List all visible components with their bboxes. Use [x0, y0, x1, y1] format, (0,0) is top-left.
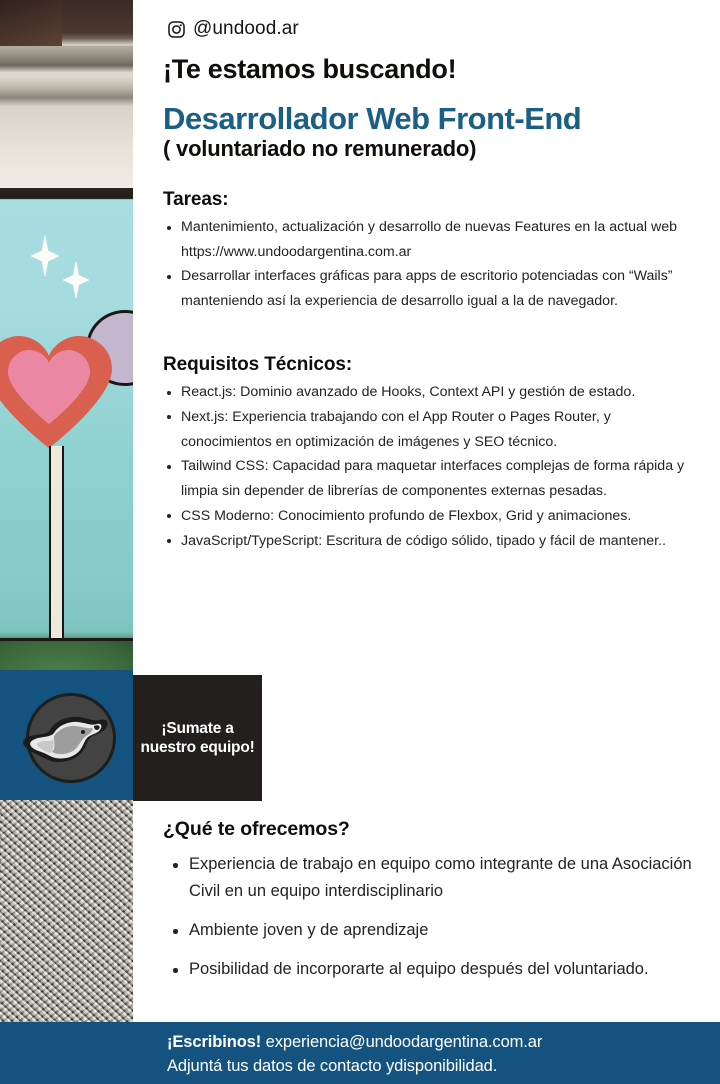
section-heading-requisitos: Requisitos Técnicos: [163, 354, 353, 375]
footer-email-line [167, 1033, 542, 1052]
footer-email[interactable]: experiencia@undoodargentina.com.ar [265, 1033, 543, 1051]
section-ofrecemos [163, 818, 708, 995]
footer-write-us-label: ¡Escribinos! [167, 1033, 262, 1051]
requisitos-list [163, 380, 703, 554]
wall-photo [0, 0, 133, 148]
heart-balloon-icon [0, 336, 112, 458]
instagram-handle-text: @undood.ar [193, 18, 299, 39]
list-item: Tailwind CSS: Capacidad para maquetar interfaces complejas de forma rápida y limpia sin depender de librerías de componentes externas pesadas. [163, 454, 703, 504]
grass-mound [0, 638, 133, 670]
kicker-heading: ¡Te estamos buscando! [163, 54, 457, 84]
balloon-stem [49, 446, 64, 646]
join-team-cta-text: ¡Sumate a nuestro equipo! [140, 720, 255, 756]
ofrecemos-list [163, 851, 708, 983]
list-item: Mantenimiento, actualización y desarrollo de nuevas Features en la actual web https://www.undoodargentina.com.ar [163, 215, 703, 264]
job-subtitle: ( voluntariado no remunerado) [163, 136, 477, 161]
wolf-head-logo-icon [26, 693, 116, 783]
content-column [133, 0, 720, 1022]
gravel-texture-photo [0, 800, 133, 1022]
list-item: Experiencia de trabajo en equipo como integrante de una Asociación Civil en un equipo interdisciplinario [163, 851, 708, 905]
contact-footer [0, 1022, 720, 1084]
list-item: Next.js: Experiencia trabajando con el App Router o Pages Router, y conocimientos en optimización de imágenes y SEO técnico. [163, 405, 703, 455]
section-heading-ofrecemos: ¿Qué te ofrecemos? [163, 818, 350, 840]
footer-attach-line: Adjuntá tus datos de contacto ydisponibilidad. [167, 1057, 498, 1075]
section-tareas [163, 189, 703, 313]
list-item: JavaScript/TypeScript: Escritura de código sólido, tipado y fácil de mantener.. [163, 529, 703, 554]
page-title: Desarrollador Web Front-End [163, 101, 582, 136]
instagram-handle-row[interactable] [167, 18, 299, 40]
graffiti-mural-photo [0, 188, 133, 670]
section-requisitos [163, 354, 703, 554]
sparkle-icon [30, 234, 60, 278]
list-item: Ambiente joven y de aprendizaje [163, 917, 708, 944]
list-item: Posibilidad de incorporarte al equipo después del voluntariado. [163, 956, 708, 983]
list-item: Desarrollar interfaces gráficas para apps de escritorio potenciadas con “Wails” manteniendo así la experiencia de desarrollo igual a la de navegador. [163, 264, 703, 313]
wall-photo-lower [0, 148, 133, 188]
instagram-icon [167, 20, 186, 39]
sparkle-icon [62, 260, 90, 300]
left-photo-strip [0, 0, 133, 1022]
list-item: CSS Moderno: Conocimiento profundo de Flexbox, Grid y animaciones. [163, 504, 703, 529]
tareas-list [163, 215, 703, 313]
list-item: React.js: Dominio avanzado de Hooks, Context API y gestión de estado. [163, 380, 703, 405]
logo-blue-panel [0, 670, 133, 800]
section-heading-tareas: Tareas: [163, 189, 229, 210]
join-team-cta-box[interactable] [133, 675, 262, 801]
